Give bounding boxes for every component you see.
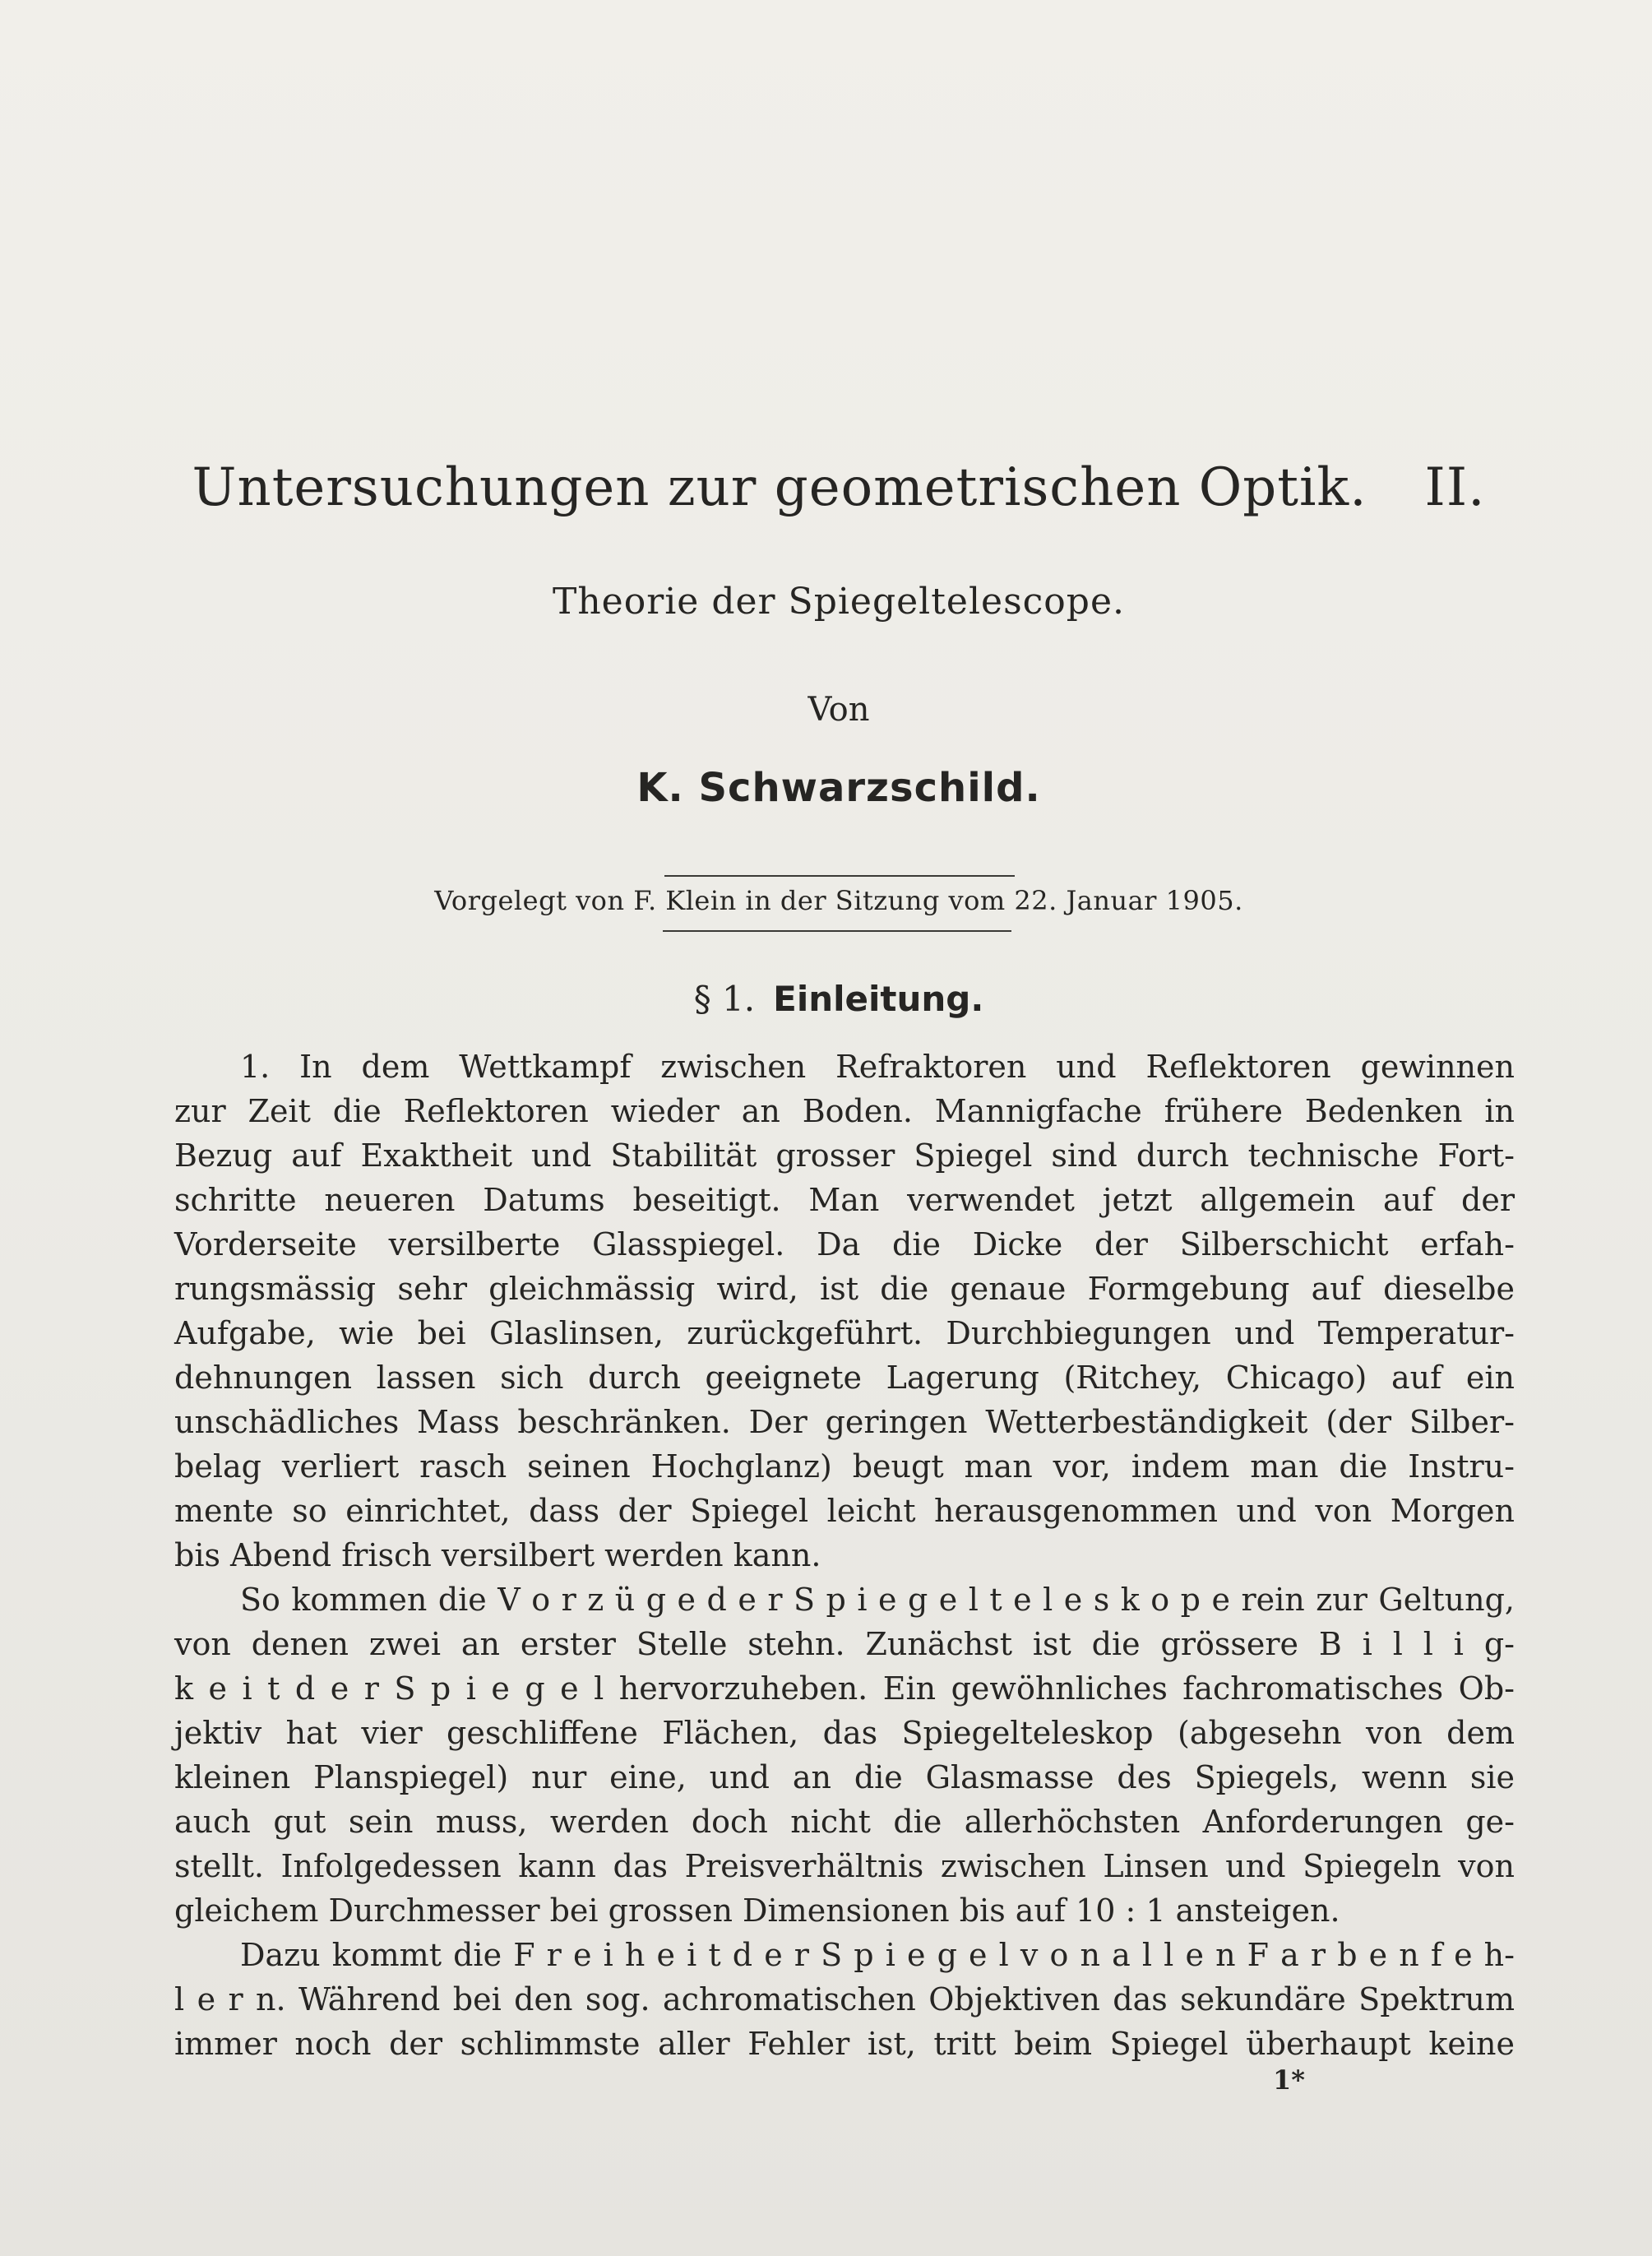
text-line: immer noch der schlimmste aller Fehler ist, tritt beim Spiegel überhaupt keine: [174, 2026, 1515, 2062]
rule-top: [664, 875, 1015, 877]
rule-bottom: [663, 930, 1011, 932]
text-line: gleichem Durchmesser bei grossen Dimensionen bis auf 10 : 1 ansteigen.: [174, 1892, 1340, 1929]
text-line: stellt. Infolgedessen kann das Preisverhältnis zwischen Linsen und Spiegeln von: [174, 1848, 1515, 1884]
text-line: von denen zwei an erster Stelle stehn. Zunächst ist die grössere B i l l i g-: [174, 1626, 1515, 1662]
byline-von: Von: [807, 691, 870, 729]
paper-title-text: Untersuchungen zur geometrischen Optik.: [192, 457, 1367, 518]
text-line: Bezug auf Exaktheit und Stabilität grosser Spiegel sind durch technische Fort-: [174, 1137, 1515, 1174]
paper-title: [164, 457, 1513, 518]
text-line: Aufgabe, wie bei Glaslinsen, zurückgeführt. Durchbiegungen und Temperatur-: [174, 1315, 1515, 1351]
text-line: auch gut sein muss, werden doch nicht die allerhöchsten Anforderungen ge-: [174, 1804, 1515, 1840]
text-line: 1. In dem Wettkampf zwischen Refraktoren und Reflektoren gewinnen: [240, 1049, 1515, 1085]
section-title: Einleitung.: [773, 979, 984, 1019]
text-line: dehnungen lassen sich durch geeignete Lagerung (Ritchey, Chicago) auf ein: [174, 1360, 1515, 1396]
text-line: schritte neueren Datums beseitigt. Man verwendet jetzt allgemein auf der: [174, 1182, 1515, 1218]
paper-title-numeral: II.: [1424, 457, 1486, 518]
presented-note: Vorgelegt von F. Klein in der Sitzung vom 22. Januar 1905.: [434, 885, 1243, 916]
text-line: belag verliert rasch seinen Hochglanz) beugt man vor, indem man die Instru-: [174, 1448, 1515, 1485]
section-heading: [164, 979, 1513, 1019]
author-name: K. Schwarzschild.: [636, 765, 1041, 811]
paper-subtitle: Theorie der Spiegeltelescope.: [552, 581, 1125, 623]
text-line: kleinen Planspiegel) nur eine, und an die Glasmasse des Spiegels, wenn sie: [174, 1759, 1515, 1795]
text-line: Dazu kommt die F r e i h e i t d e r S p i e g e l v o n a l l e n F a r b e n f e h-: [240, 1937, 1515, 1973]
text-line: bis Abend frisch versilbert werden kann.: [174, 1537, 821, 1573]
section-number: § 1.: [693, 979, 756, 1019]
text-line: jektiv hat vier geschliffene Flächen, das Spiegelteleskop (abgesehn von dem: [174, 1715, 1515, 1751]
text-line: l e r n. Während bei den sog. achromatischen Objektiven das sekundäre Spektrum: [174, 1981, 1515, 2017]
text-line: zur Zeit die Reflektoren wieder an Boden. Mannigfache frühere Bedenken in: [174, 1093, 1515, 1129]
text-line: So kommen die V o r z ü g e d e r S p i e g e l t e l e s k o p e rein zur Geltung,: [240, 1582, 1515, 1618]
text-line: unschädliches Mass beschränken. Der geringen Wetterbeständigkeit (der Silber-: [174, 1404, 1515, 1440]
text-line: k e i t d e r S p i e g e l hervorzuheben. Ein gewöhnliches fachromatisches Ob-: [174, 1670, 1515, 1707]
text-line: mente so einrichtet, dass der Spiegel leicht herausgenommen und von Morgen: [174, 1493, 1515, 1529]
text-line: Vorderseite versilberte Glasspiegel. Da die Dicke der Silberschicht erfah-: [174, 1226, 1515, 1262]
text-line: rungsmässig sehr gleichmässig wird, ist die genaue Formgebung auf dieselbe: [174, 1271, 1515, 1307]
page-marker: 1*: [1273, 2064, 1305, 2096]
body-text: [174, 1045, 1515, 2066]
